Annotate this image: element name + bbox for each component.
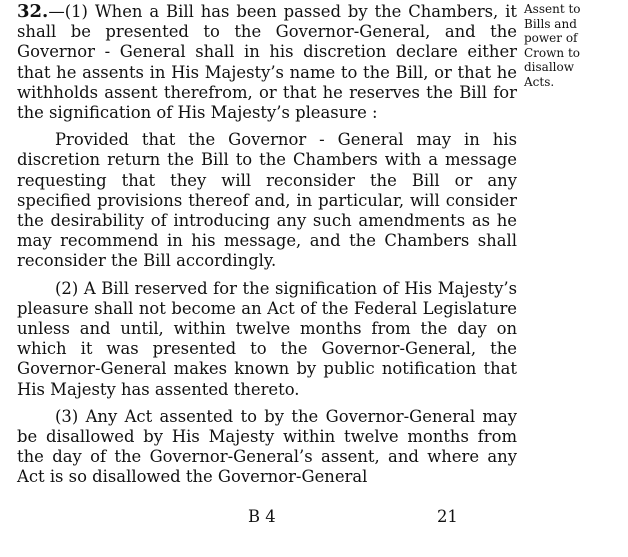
- section-32-proviso: Provided that the Governor - General may in his discretion return the Bill to the Chambers with a message requesting that they will reconsider the Bill or any specified provisions thereof and, in particular, will consider the desirability of introducing any such amendments as he may recommend in his message, and the Chambers shall reconsider the Bill accordingly.: [17, 130, 517, 271]
- signature-mark: B 4: [248, 507, 276, 526]
- section-number: 32.: [17, 1, 49, 22]
- marginal-note-line-5: disallow: [524, 60, 575, 74]
- marginal-note-line-2: Bills and: [524, 16, 577, 31]
- section-32-subsection-1: [17, 2, 517, 123]
- marginal-note-line-1: Assent to: [524, 2, 581, 16]
- marginal-note-line-3: power of: [524, 31, 578, 45]
- marginal-note: [524, 2, 624, 89]
- marginal-note-line-6: Acts.: [524, 74, 555, 89]
- subsection-1-text: —(1) When a Bill has been passed by the Chambers, it shall be presented to the Governor-General, and the Governor - General shall in his discretion declare either that he assents in His Majesty’s name to the Bill, or that he withholds assent therefrom, or that he reserves the Bill for the signification of His Majesty’s pleasure :: [17, 2, 517, 123]
- section-32-subsection-2: (2) A Bill reserved for the signification of His Majesty’s pleasure shall not become an Act of the Federal Legislature unless and until, within twelve months from the day on which it was presented to the Governor-General, the Governor-General makes known by public notification that His Majesty has assented thereto.: [17, 278, 517, 399]
- marginal-note-line-4: Crown to: [524, 45, 581, 60]
- section-body: [17, 2, 517, 495]
- page-number: 21: [437, 507, 458, 526]
- section-32-subsection-3: (3) Any Act assented to by the Governor-General may be disallowed by His Majesty within twelve months from the day of the Governor-General’s assent, and where any Act is so disallowed the Governor-General: [17, 406, 517, 487]
